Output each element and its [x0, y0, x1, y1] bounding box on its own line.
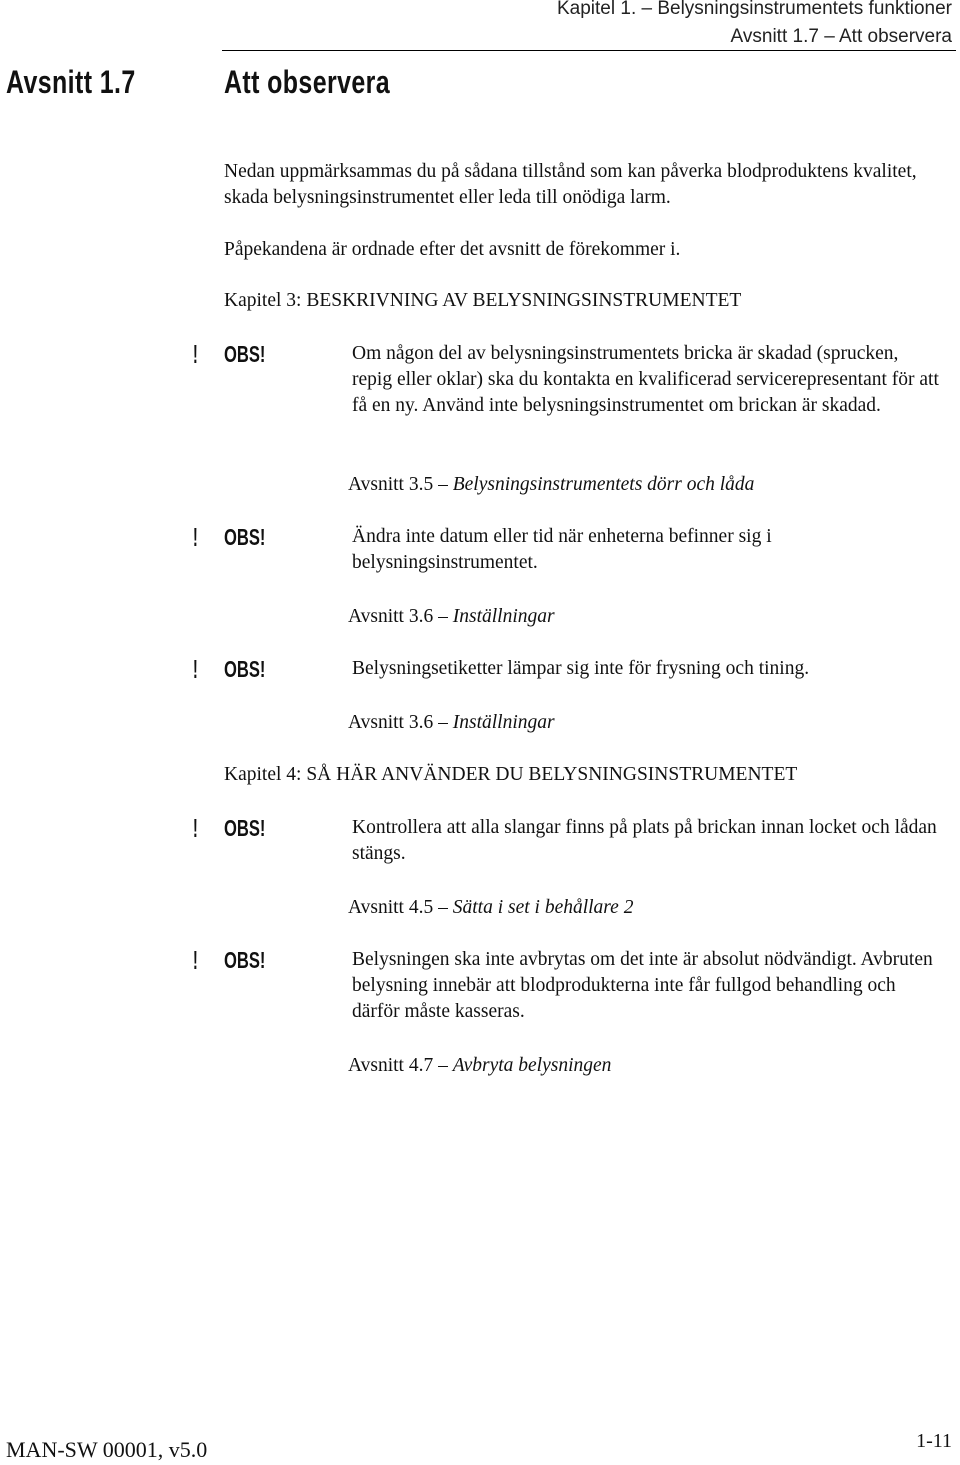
note-reference [348, 710, 555, 736]
note-text: Om någon del av belysningsinstrumentets bricka är skadad (sprucken, repig eller oklar) ska du kontakta en kvalificerad servicerepresentant för att få en ny. Använd inte belysningsinstrumentet om brickan är skadad. [352, 343, 939, 416]
exclamation-icon: ! [193, 339, 198, 369]
note-reference [348, 472, 754, 498]
note-label: OBS! [224, 341, 266, 367]
note-reference [348, 895, 633, 921]
note-text: Belysningen ska inte avbrytas om det inte är absolut nödvändigt. Avbruten belysning innebär att blodprodukterna inte får fullgod behandling och därför måste kasseras. [352, 949, 933, 1022]
exclamation-icon: ! [193, 522, 198, 552]
reference-title: Sätta i set i behållare 2 [452, 897, 634, 918]
page-number: 1-11 [916, 1430, 952, 1452]
reference-number: Avsnitt 3.5 – [348, 474, 453, 495]
note-text: Ändra inte datum eller tid när enheterna befinner sig i belysningsinstrumentet. [352, 526, 772, 573]
exclamation-icon: ! [193, 654, 198, 684]
header-chapter: Kapitel 1. – Belysningsinstrumentets funktioner [557, 0, 952, 19]
note-label: OBS! [224, 815, 266, 841]
header-section: Avsnitt 1.7 – Att observera [730, 26, 952, 47]
reference-title: Inställningar [452, 712, 555, 733]
reference-number: Avsnitt 4.5 – [348, 897, 453, 918]
reference-title: Avbryta belysningen [452, 1055, 612, 1076]
chapter-heading: Kapitel 4: SÅ HÄR ANVÄNDER DU BELYSNINGSINSTRUMENTET [224, 764, 798, 785]
reference-number: Avsnitt 3.6 – [348, 712, 453, 733]
note-reference [348, 1053, 611, 1079]
intro-note: Påpekandena är ordnade efter det avsnitt de förekommer i. [224, 239, 681, 260]
header-rule [222, 50, 956, 51]
chapter-heading: Kapitel 3: BESKRIVNING AV BELYSNINGSINSTRUMENTET [224, 290, 742, 311]
exclamation-icon: ! [193, 813, 198, 843]
reference-title: Belysningsinstrumentets dörr och låda [452, 474, 755, 495]
document-id: MAN-SW 00001, v5.0 [6, 1437, 208, 1462]
note-text: Belysningsetiketter lämpar sig inte för frysning och tining. [352, 658, 810, 679]
section-title: Att observera [224, 64, 390, 100]
exclamation-icon: ! [193, 945, 198, 975]
note-text: Kontrollera att alla slangar finns på plats på brickan innan locket och lådan stängs. [352, 817, 937, 864]
reference-title: Inställningar [452, 606, 555, 627]
note-label: OBS! [224, 656, 266, 682]
section-number: Avsnitt 1.7 [6, 64, 136, 100]
note-reference [348, 604, 555, 630]
reference-number: Avsnitt 4.7 – [348, 1055, 453, 1076]
reference-number: Avsnitt 3.6 – [348, 606, 453, 627]
note-label: OBS! [224, 524, 266, 550]
intro-paragraph: Nedan uppmärksammas du på sådana tillstånd som kan påverka blodproduktens kvalitet, skada belysningsinstrumentet eller leda till onödiga larm. [224, 161, 917, 208]
note-label: OBS! [224, 947, 266, 973]
